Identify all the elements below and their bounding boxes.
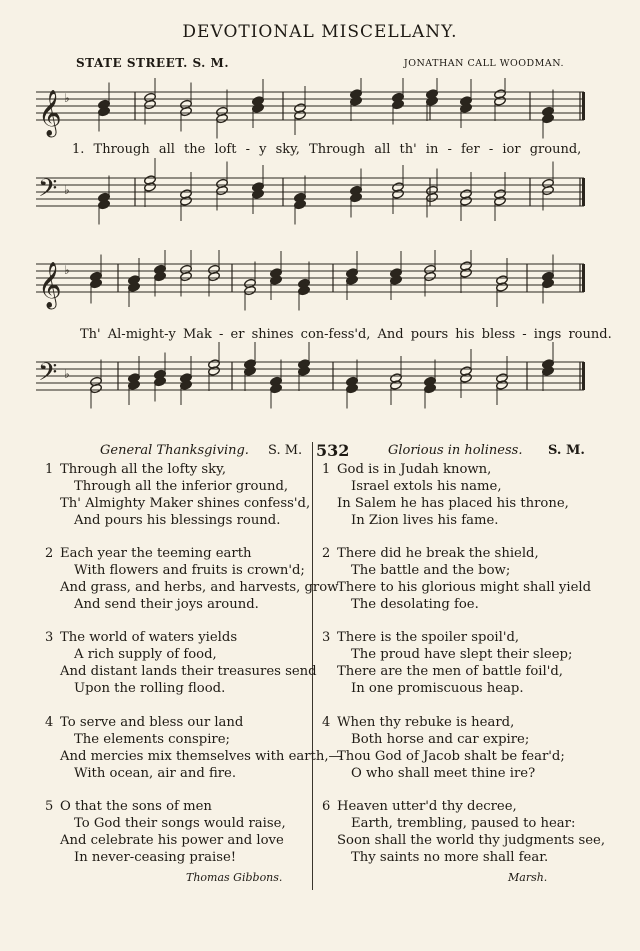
verse-number: 4 xyxy=(45,715,54,730)
verse-number: 1 xyxy=(322,462,331,477)
verse-line: Through all the inferior ground, xyxy=(74,479,289,494)
verse-line: And distant lands their treasures send xyxy=(60,664,317,679)
right-author: Marsh. xyxy=(508,871,548,884)
verse-line: The world of waters yields xyxy=(60,630,238,645)
lyric-line-1: 1. Through all the loft - y sky, Through all th' in - fer - ior ground, xyxy=(72,142,582,157)
right-hymn-meter: S. M. xyxy=(548,443,585,458)
verse-line: Th' Almighty Maker shines confess'd, xyxy=(60,496,311,511)
right-verse-1 xyxy=(322,461,569,529)
verse-line: There is the spoiler spoil'd, xyxy=(337,630,520,645)
right-verse-2 xyxy=(322,545,592,613)
svg-text:𝄞: 𝄞 xyxy=(38,90,62,136)
music-system-1 xyxy=(0,78,640,248)
left-hymn-meter: S. M. xyxy=(268,443,303,458)
verse-line: The battle and the bow; xyxy=(351,563,511,578)
svg-text:♭: ♭ xyxy=(64,367,70,381)
verse-line: When thy rebuke is heard, xyxy=(337,715,515,730)
verse-line: Each year the teeming earth xyxy=(60,546,252,561)
verse-line: Thou God of Jacob shalt be fear'd; xyxy=(337,749,565,764)
verse-line: To serve and bless our land xyxy=(60,715,244,730)
left-verse-1 xyxy=(45,461,311,529)
svg-text:𝄢: 𝄢 xyxy=(38,174,58,209)
right-verse-4 xyxy=(322,714,565,782)
verse-line: Israel extols his name, xyxy=(351,479,502,494)
left-verse-2 xyxy=(45,545,339,613)
verse-line: Upon the rolling flood. xyxy=(74,681,226,696)
right-hymn-heading: Glorious in holiness. xyxy=(388,443,523,458)
verse-number: 4 xyxy=(322,715,331,730)
left-author: Thomas Gibbons. xyxy=(186,871,283,884)
verse-line: And grass, and herbs, and harvests, grow xyxy=(60,580,339,595)
verse-line: The desolating foe. xyxy=(351,597,479,612)
verse-line: And send their joys around. xyxy=(74,597,259,612)
hymn-number: 532 xyxy=(316,441,350,460)
right-verse-3 xyxy=(322,629,573,697)
verse-line: The elements conspire; xyxy=(74,732,230,747)
left-verse-3 xyxy=(45,629,317,697)
verse-number: 6 xyxy=(322,799,331,814)
verse-line: In Salem he has placed his throne, xyxy=(337,496,569,511)
verse-line: The proud have slept their sleep; xyxy=(351,647,573,662)
verse-number: 1 xyxy=(45,462,54,477)
verse-line: To God their songs would raise, xyxy=(74,816,286,831)
verse-line: With flowers and fruits is crown'd; xyxy=(74,563,305,578)
svg-text:𝄞: 𝄞 xyxy=(38,262,62,308)
verse-line: In Zion lives his fame. xyxy=(351,513,499,528)
verse-line: God is in Judah known, xyxy=(337,462,492,477)
verse-line: Soon shall the world thy judgments see, xyxy=(337,833,606,848)
svg-text:♭: ♭ xyxy=(64,183,70,197)
verse-line: Through all the lofty sky, xyxy=(60,462,227,477)
verse-line: There to his glorious might shall yield xyxy=(337,580,592,595)
svg-text:𝄢: 𝄢 xyxy=(38,358,58,393)
verse-line: There did he break the shield, xyxy=(337,546,539,561)
svg-text:♭: ♭ xyxy=(64,91,70,105)
verse-number: 2 xyxy=(322,546,331,561)
verse-number: 3 xyxy=(45,630,54,645)
verse-line: O who shall meet thine ire? xyxy=(351,766,536,781)
tune-title: STATE STREET. S. M. xyxy=(76,56,230,70)
right-verse-5 xyxy=(322,798,606,866)
verse-line: And celebrate his power and love xyxy=(60,833,284,848)
verse-line: And mercies mix themselves with earth,— xyxy=(60,749,342,764)
svg-text:♭: ♭ xyxy=(64,263,70,277)
page-header: DEVOTIONAL MISCELLANY. xyxy=(182,22,458,42)
left-verse-5 xyxy=(45,798,286,866)
verse-number: 5 xyxy=(45,799,54,814)
verse-line: Earth, trembling, paused to hear: xyxy=(351,816,576,831)
verse-number: 3 xyxy=(322,630,331,645)
verse-line: In never-ceasing praise! xyxy=(74,850,237,865)
verse-line: Both horse and car expire; xyxy=(351,732,530,747)
verse-line: A rich supply of food, xyxy=(74,647,217,662)
verse-line: There are the men of battle foil'd, xyxy=(337,664,563,679)
verse-line: And pours his blessings round. xyxy=(74,513,281,528)
verse-number: 2 xyxy=(45,546,54,561)
verse-line: Heaven utter'd thy decree, xyxy=(337,799,517,814)
verse-line: Thy saints no more shall fear. xyxy=(351,850,549,865)
left-hymn-heading: General Thanksgiving. xyxy=(100,443,249,458)
verse-line: In one promiscuous heap. xyxy=(351,681,524,696)
verse-line: O that the sons of men xyxy=(60,799,212,814)
composer-name: JONATHAN CALL WOODMAN. xyxy=(403,58,564,69)
verse-line: With ocean, air and fire. xyxy=(74,766,237,781)
left-verse-4 xyxy=(45,714,342,782)
lyric-line-2: Th' Al-might-y Mak - er shines con-fess'd, And pours his bless - ings round. xyxy=(80,327,612,342)
